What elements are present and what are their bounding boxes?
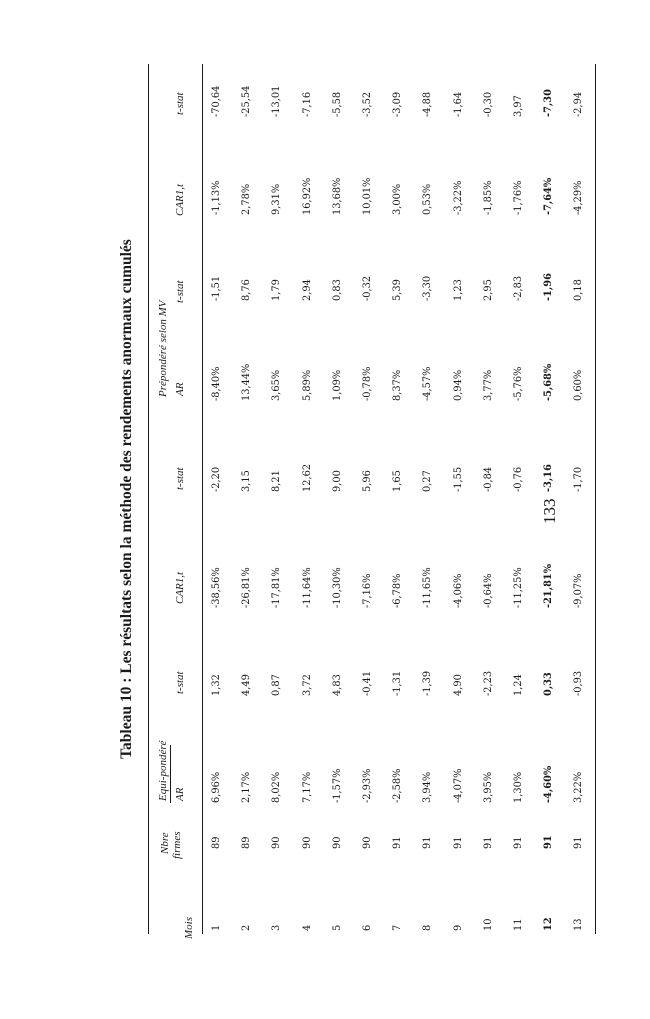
cell-eq-tstat2: -1,70 [573,466,585,492]
cell-mv-tstat2: -3,52 [362,91,373,117]
cell-mv-ar: 13,44% [241,363,253,401]
table-title: Tableau 10 : Les résultats selon la méthode des rendements anormaux cumulés [118,239,135,759]
cell-mv-ar: -5,68% [543,363,555,401]
header-rule [202,64,203,934]
cell-mv-tstat: -2,83 [513,275,524,301]
cell-eq-tstat2: -1,55 [452,466,464,492]
cell-eq-ar: -4,60% [543,765,555,803]
header-mv-tstat2: t-stat [174,92,186,115]
cell-mv-tstat: 2,95 [482,279,494,301]
cell-eq-car: -6,78% [392,573,404,608]
header-eq-tstat: t-stat [174,671,186,694]
cell-mv-tstat: 5,39 [392,279,404,301]
cell-eq-ar: 2,17% [241,771,253,803]
cell-eq-tstat: 1,24 [513,674,524,696]
cell-nbre-firmes: 90 [362,836,373,849]
cell-eq-tstat: 4,90 [452,674,464,696]
cell-eq-car: -21,81% [543,563,555,608]
cell-eq-tstat: 4,49 [241,674,253,696]
cell-mv-ar: 8,37% [392,369,404,401]
cell-eq-car: -10,30% [331,567,343,608]
cell-nbre-firmes: 91 [482,836,494,849]
cell-mv-tstat: -0,32 [362,275,373,301]
cell-eq-ar: 8,02% [271,771,283,803]
cell-mois: 1 [211,924,222,931]
cell-mv-car: -1,13% [211,180,222,215]
cell-eq-ar: -2,93% [362,768,373,803]
header-nbre-line2: firmes [171,831,183,859]
cell-mv-car: 3,00% [392,183,404,215]
cell-eq-tstat: -0,41 [362,670,373,696]
cell-nbre-firmes: 91 [422,836,434,849]
cell-eq-tstat2: 9,00 [331,470,343,492]
header-nbre-line1: Nbre [159,832,171,854]
cell-eq-tstat: -1,39 [422,670,434,696]
cell-mois: 3 [271,924,283,931]
cell-mois: 12 [543,917,555,931]
cell-mv-tstat: 1,23 [452,279,464,301]
cell-eq-car: -7,16% [362,573,373,608]
header-mois: Mois [183,917,195,939]
cell-eq-ar: 3,94% [422,771,434,803]
cell-eq-tstat: 0,87 [271,674,283,696]
cell-eq-tstat2: -2,20 [211,466,222,492]
cell-eq-ar: -4,07% [452,768,464,803]
cell-eq-car: -26,81% [241,567,253,608]
cell-mois: 11 [513,918,524,931]
cell-mv-ar: 1,09% [331,369,343,401]
header-mv-tstat: t-stat [174,280,186,303]
cell-mv-tstat2: -7,30 [543,89,555,117]
cell-mv-tstat: 2,94 [301,279,313,301]
cell-mv-ar: -4,57% [422,366,434,401]
cell-eq-tstat2: -0,76 [513,466,524,492]
cell-mv-car: 2,78% [241,183,253,215]
cell-nbre-firmes: 90 [301,836,313,849]
cell-mv-car: 16,92% [301,177,313,215]
cell-mv-tstat2: 3,97 [513,95,524,117]
cell-eq-tstat: 4,83 [331,674,343,696]
cell-mv-tstat: -1,51 [211,275,222,301]
cell-mois: 2 [241,924,253,931]
cell-mv-tstat2: -70,64 [211,85,222,117]
cell-mv-ar: 5,89% [301,369,313,401]
cell-mv-tstat: 0,83 [331,279,343,301]
cell-mv-car: 0,53% [422,183,434,215]
header-eq-car: CAR1,t [174,571,186,604]
cell-mois: 9 [452,924,464,931]
cell-nbre-firmes: 91 [392,836,404,849]
cell-mv-ar: 0,94% [452,369,464,401]
cell-nbre-firmes: 90 [271,836,283,849]
cell-mv-tstat2: -3,09 [392,91,404,117]
cell-eq-car: -11,65% [422,567,434,608]
cell-eq-tstat2: 8,21 [271,470,283,492]
cell-eq-ar: -1,57% [331,768,343,803]
cell-eq-tstat2: -3,16 [543,464,555,492]
cell-nbre-firmes: 91 [543,835,555,849]
cell-eq-car: -11,25% [513,567,524,608]
cell-mv-car: 10,01% [362,177,373,215]
cell-mv-tstat2: -2,94 [573,91,585,117]
cell-mv-tstat2: -0,30 [482,91,494,117]
cell-eq-car: -0,64% [482,573,494,608]
cell-mv-ar: 0,60% [573,369,585,401]
cell-mois: 6 [362,924,373,931]
cell-mv-tstat2: -5,58 [331,91,343,117]
cell-eq-car: -4,06% [452,573,464,608]
cell-eq-ar: 3,95% [482,771,494,803]
cell-mv-car: -7,64% [543,177,555,215]
cell-nbre-firmes: 89 [211,836,222,849]
cell-mv-tstat: 8,76 [241,279,253,301]
cell-eq-tstat2: -0,84 [482,466,494,492]
cell-eq-car: -38,56% [211,567,222,608]
cell-mv-car: 9,31% [271,183,283,215]
cell-mv-tstat: -1,96 [543,273,555,301]
cell-eq-ar: 1,30% [513,771,524,803]
cell-mv-tstat2: -4,88 [422,91,434,117]
cell-nbre-firmes: 91 [452,836,464,849]
cell-mv-car: -3,22% [452,180,464,215]
cell-eq-tstat2: 0,27 [422,470,434,492]
cell-eq-tstat2: 3,15 [241,470,253,492]
cell-eq-tstat: 1,32 [211,674,222,696]
cell-mois: 7 [392,924,404,931]
cell-mv-ar: 3,77% [482,369,494,401]
cell-eq-car: -9,07% [573,573,585,608]
cell-nbre-firmes: 89 [241,836,253,849]
cell-eq-tstat: -2,23 [482,670,494,696]
cell-mois: 4 [301,924,313,931]
cell-eq-car: -11,64% [301,567,313,608]
cell-eq-tstat: -1,31 [392,670,404,696]
cell-eq-tstat: -0,93 [573,670,585,696]
cell-mois: 8 [422,924,434,931]
cell-eq-tstat2: 5,96 [362,470,373,492]
bottom-rule [595,64,596,934]
cell-nbre-firmes: 91 [513,836,524,849]
cell-mois: 10 [482,918,494,931]
cell-mv-ar: -0,78% [362,366,373,401]
cell-mv-ar: -8,40% [211,366,222,401]
cell-eq-ar: 6,96% [211,771,222,803]
cell-eq-tstat: 3,72 [301,674,313,696]
cell-mv-tstat: -3,30 [422,275,434,301]
cell-eq-car: -17,81% [271,567,283,608]
group-equi-pondere: Equi-pondéré [157,740,169,801]
cell-mv-car: 13,68% [331,177,343,215]
cell-mv-tstat2: -1,64 [452,91,464,117]
cell-eq-tstat: 0,33 [543,672,555,696]
top-rule [148,64,149,934]
header-mv-car: CAR1,t [174,183,186,216]
cell-mv-car: -4,29% [573,180,585,215]
cell-mv-tstat: 0,18 [573,279,585,301]
cell-mv-tstat2: -13,01 [271,85,283,117]
cell-nbre-firmes: 91 [573,836,585,849]
cell-mv-tstat2: -7,16 [301,91,313,117]
cell-mv-ar: -5,76% [513,366,524,401]
cell-mv-car: -1,85% [482,180,494,215]
cell-nbre-firmes: 90 [331,836,343,849]
cell-eq-tstat2: 12,62 [301,463,313,492]
cell-eq-ar: 7,17% [301,771,313,803]
cell-mv-ar: 3,65% [271,369,283,401]
cell-mv-car: -1,76% [513,180,524,215]
page-number: 133 [540,498,559,524]
cell-eq-ar: 3,22% [573,771,585,803]
cell-mois: 13 [573,918,585,931]
cell-mois: 5 [331,924,343,931]
cell-eq-tstat2: 1,65 [392,470,404,492]
cell-mv-tstat2: -25,54 [241,85,253,117]
header-eq-ar: AR [174,787,186,801]
cell-eq-ar: -2,58% [392,768,404,803]
group-equi-underline [170,745,171,803]
header-eq-tstat2: t-stat [174,467,186,490]
header-mv-ar: AR [174,382,186,396]
group-prepondere-mv: Prépondéré selon MV [157,300,169,397]
cell-mv-tstat: 1,79 [271,279,283,301]
